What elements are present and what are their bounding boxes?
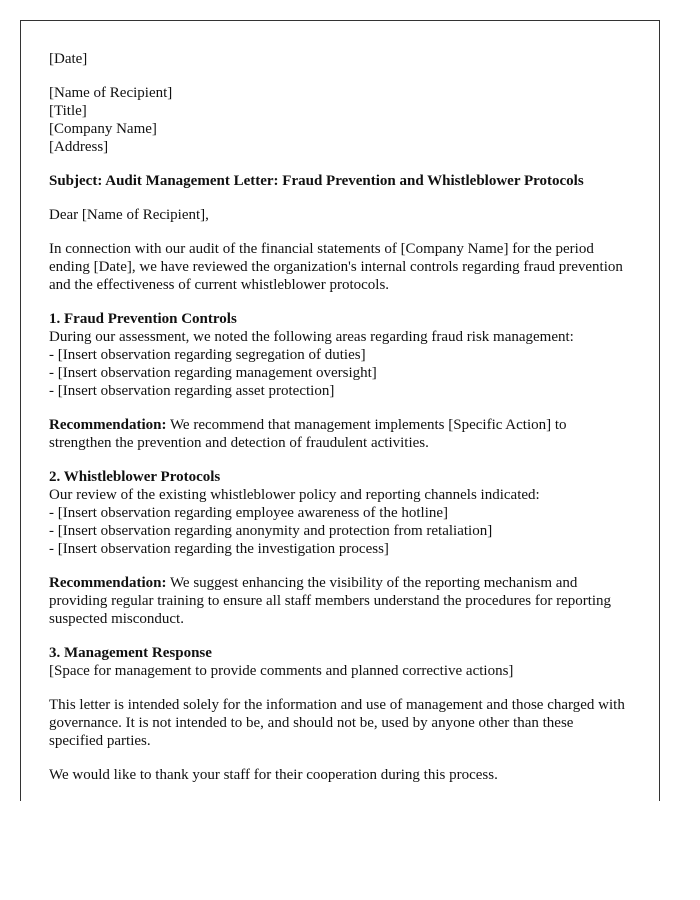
section-text: [Space for management to provide comments and planned corrective actions] <box>49 663 514 679</box>
intro-paragraph: In connection with our audit of the financial statements of [Company Name] for the period ending [Date], we have reviewed the organization's internal controls regarding fraud prevention and the effectiveness of current whistleblower protocols. <box>49 241 623 293</box>
list-item: - [Insert observation regarding anonymity and protection from retaliation] <box>49 523 493 539</box>
section-lead: Our review of the existing whistleblower policy and reporting channels indicated: <box>49 487 540 503</box>
closing-paragraph: We would like to thank your staff for their cooperation during this process. <box>49 767 498 783</box>
section-heading: 2. Whistleblower Protocols <box>49 469 221 485</box>
section-lead: During our assessment, we noted the following areas regarding fraud risk management: <box>49 329 574 345</box>
recommendation-text: We suggest enhancing the visibility of the reporting mechanism and providing regular training to ensure all staff members understand the procedures for reporting suspected misconduct. <box>49 575 612 627</box>
recommendation-text: We recommend that management implements [Specific Action] to strengthen the prevention and detection of fraudulent activities. <box>49 417 567 451</box>
section-whistleblower <box>49 468 631 558</box>
recommendation-label: Recommendation: <box>49 575 167 591</box>
recipient-title: [Title] <box>49 103 87 119</box>
section-heading: 3. Management Response <box>49 645 212 661</box>
recipient-address: [Address] <box>49 139 109 155</box>
list-item: - [Insert observation regarding management oversight] <box>49 365 377 381</box>
restriction-paragraph: This letter is intended solely for the information and use of management and those charged with governance. It is not intended to be, and should not be, used by anyone other than these specified parties. <box>49 697 625 749</box>
recipient-block <box>49 84 631 156</box>
section-fraud-controls <box>49 310 631 400</box>
list-item: - [Insert observation regarding employee awareness of the hotline] <box>49 505 449 521</box>
section-heading: 1. Fraud Prevention Controls <box>49 311 237 327</box>
list-item: - [Insert observation regarding segregation of duties] <box>49 347 366 363</box>
salutation: Dear [Name of Recipient], <box>49 207 209 223</box>
recipient-name: [Name of Recipient] <box>49 85 173 101</box>
letter-page <box>20 20 660 801</box>
recommendation-label: Recommendation: <box>49 417 167 433</box>
recommendation-2 <box>49 574 631 628</box>
section-management-response <box>49 644 631 680</box>
list-item: - [Insert observation regarding asset protection] <box>49 383 335 399</box>
date: [Date] <box>49 51 88 67</box>
subject-line: Subject: Audit Management Letter: Fraud Prevention and Whistleblower Protocols <box>49 173 584 189</box>
recipient-company: [Company Name] <box>49 121 157 137</box>
list-item: - [Insert observation regarding the investigation process] <box>49 541 389 557</box>
recommendation-1 <box>49 416 631 452</box>
